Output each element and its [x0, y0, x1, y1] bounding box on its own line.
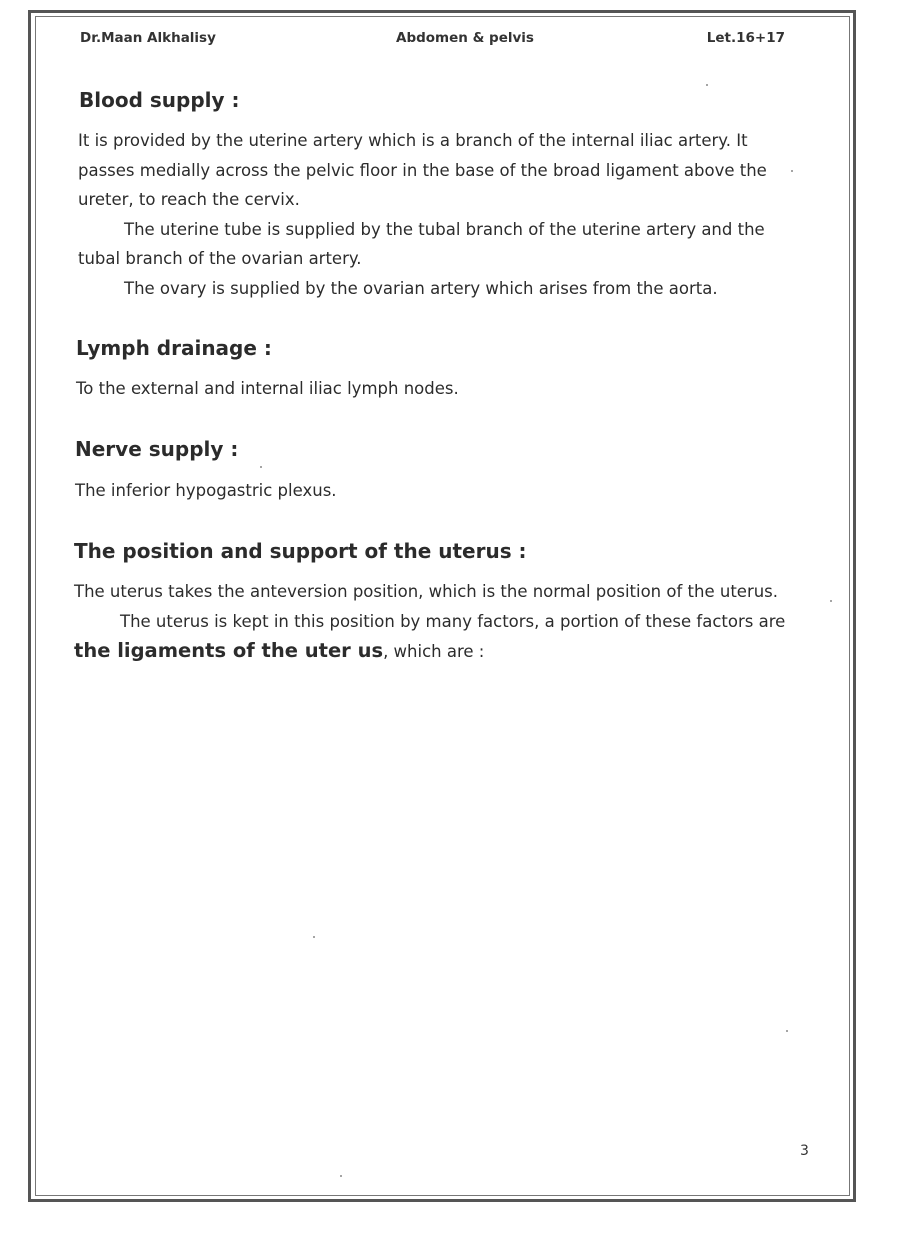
blood-supply-line: ureter, to reach the cervix.	[78, 190, 300, 209]
heading-lymph-drainage: Lymph drainage :	[76, 336, 272, 360]
position-support-line	[74, 636, 785, 667]
position-support-text	[74, 577, 785, 667]
scan-speck	[340, 1175, 342, 1177]
scan-speck	[786, 1030, 788, 1032]
page-header	[80, 30, 785, 50]
blood-supply-line: It is provided by the uterine artery which is a branch of the internal iliac artery. It	[78, 131, 748, 150]
ligaments-rest: , which are :	[383, 642, 485, 661]
lymph-drainage-line: To the external and internal iliac lymph nodes.	[76, 379, 459, 398]
blood-supply-line: tubal branch of the ovarian artery.	[78, 249, 362, 268]
ligaments-emphasis: the ligaments of the uter us	[74, 639, 384, 662]
heading-position-support: The position and support of the uterus :	[74, 539, 527, 563]
nerve-supply-text	[75, 476, 337, 506]
header-lecture: Let.16+17	[706, 30, 785, 46]
blood-supply-line: passes medially across the pelvic floor in the base of the broad ligament above the	[78, 160, 767, 180]
lymph-drainage-text	[76, 374, 459, 404]
scan-speck	[791, 170, 793, 172]
heading-blood-supply: Blood supply :	[79, 88, 240, 112]
scan-speck	[260, 466, 262, 468]
page-number: 3	[800, 1143, 809, 1159]
position-support-line: The uterus is kept in this position by many factors, a portion of these factors are	[120, 611, 786, 631]
nerve-supply-line: The inferior hypogastric plexus.	[75, 481, 337, 500]
blood-supply-line: The ovary is supplied by the ovarian artery which arises from the aorta.	[124, 278, 718, 298]
position-support-line: The uterus takes the anteversion position, which is the normal position of the uterus.	[74, 582, 779, 601]
header-subject: Abdomen & pelvis	[396, 30, 534, 46]
blood-supply-line: The uterine tube is supplied by the tubal branch of the uterine artery and the	[124, 219, 765, 239]
heading-nerve-supply: Nerve supply :	[75, 437, 239, 461]
scan-speck	[830, 600, 832, 602]
blood-supply-text	[78, 126, 767, 303]
scan-speck	[706, 84, 708, 86]
scan-speck	[313, 936, 315, 938]
header-author: Dr.Maan Alkhalisy	[80, 30, 216, 46]
